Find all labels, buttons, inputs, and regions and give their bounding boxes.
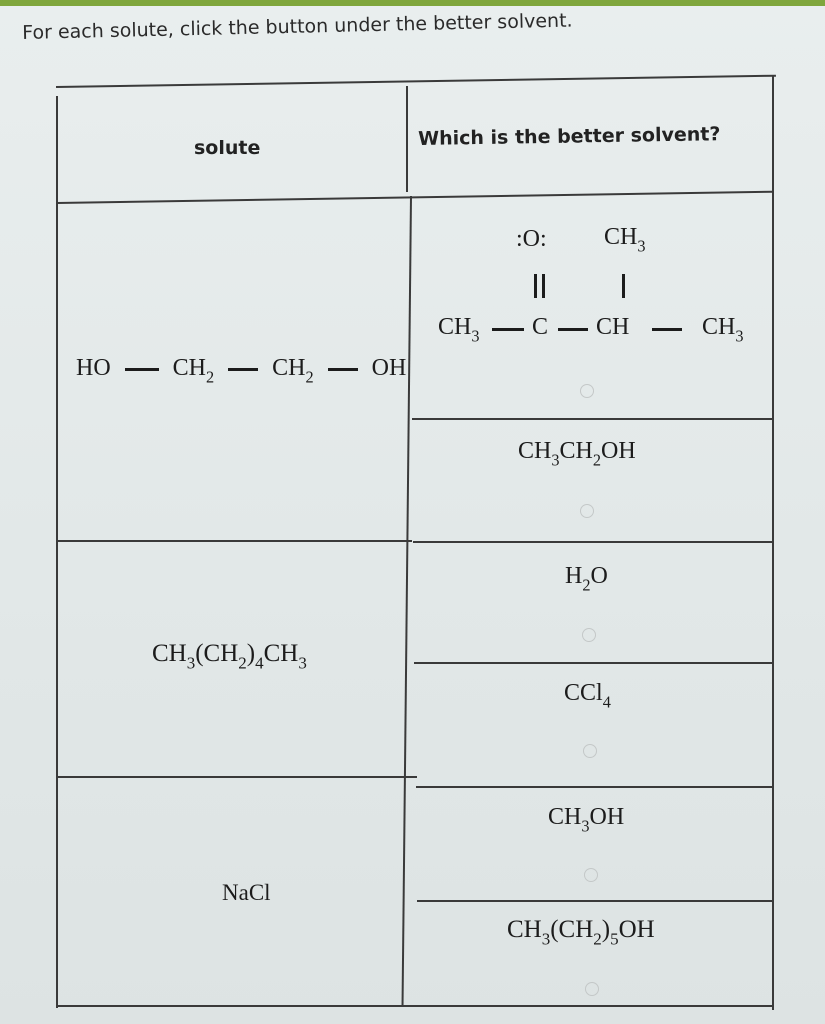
solute-nacl: NaCl <box>222 880 271 905</box>
radio-solvent-ccl4[interactable] <box>583 744 597 758</box>
double-bond-right <box>542 274 545 298</box>
radio-solvent-methanol[interactable] <box>584 868 598 882</box>
radio-solvent-hexanol[interactable] <box>585 982 599 996</box>
table-border-top <box>56 75 776 88</box>
solute-row-divider-2 <box>57 776 417 778</box>
solute-ethylene-glycol: HO $CH_2$ $CH_2$ OH <box>76 355 407 387</box>
column-divider-lower <box>402 196 412 1006</box>
solvent-row-divider-1 <box>412 418 773 420</box>
ch-group: CH <box>596 314 630 340</box>
left-methyl: $CH_3$ <box>438 314 480 346</box>
single-bond <box>228 368 258 371</box>
solvent-row-divider-4 <box>416 786 773 788</box>
column-divider <box>406 86 408 192</box>
header-solvent: Which is the better solvent? <box>418 123 721 150</box>
solvent-hexanol: $CH_3(CH_2)_5OH$ <box>507 916 655 949</box>
carbonyl-oxygen: :O: <box>516 226 547 252</box>
solvent-row-divider-3 <box>414 662 773 664</box>
solvent-methanol: $CH_3OH$ <box>548 804 625 836</box>
solvent-ethanol: $CH_3CH_2OH$ <box>518 438 636 470</box>
bond-ch-methyl <box>652 328 682 331</box>
radio-solvent-ethanol[interactable] <box>580 504 594 518</box>
carbonyl-carbon: C <box>532 314 549 340</box>
radio-solvent-ketone[interactable] <box>580 384 594 398</box>
bond-carbonyl-ch <box>558 328 588 331</box>
radio-solvent-water[interactable] <box>582 628 596 642</box>
single-bond-vertical <box>622 274 625 298</box>
solute-row-divider-1 <box>57 540 412 542</box>
right-methyl: $CH_3$ <box>702 314 744 346</box>
solvent-row-divider-2 <box>413 541 773 543</box>
header-divider <box>57 191 773 204</box>
table-border-right <box>772 76 774 1010</box>
instruction-text: For each solute, click the button under the better solvent. <box>22 9 573 44</box>
solvent-ccl4: CCl$_4$ <box>564 680 611 712</box>
header-solute: solute <box>194 137 261 159</box>
table-border-left <box>56 96 58 1008</box>
single-bond <box>125 368 159 371</box>
top-methyl: $CH_3$ <box>604 224 646 256</box>
solute-hexane: $CH_3(CH_2)_4CH_3$ <box>152 640 307 673</box>
single-bond <box>328 368 358 371</box>
solvent-water: $H_2O$ <box>565 563 608 595</box>
bond-methyl-carbonyl <box>492 328 524 331</box>
table-border-bottom <box>56 1005 774 1007</box>
double-bond-left <box>534 274 537 298</box>
solvent-row-divider-5 <box>417 900 773 902</box>
solvent-methyl-ketone <box>430 220 770 360</box>
